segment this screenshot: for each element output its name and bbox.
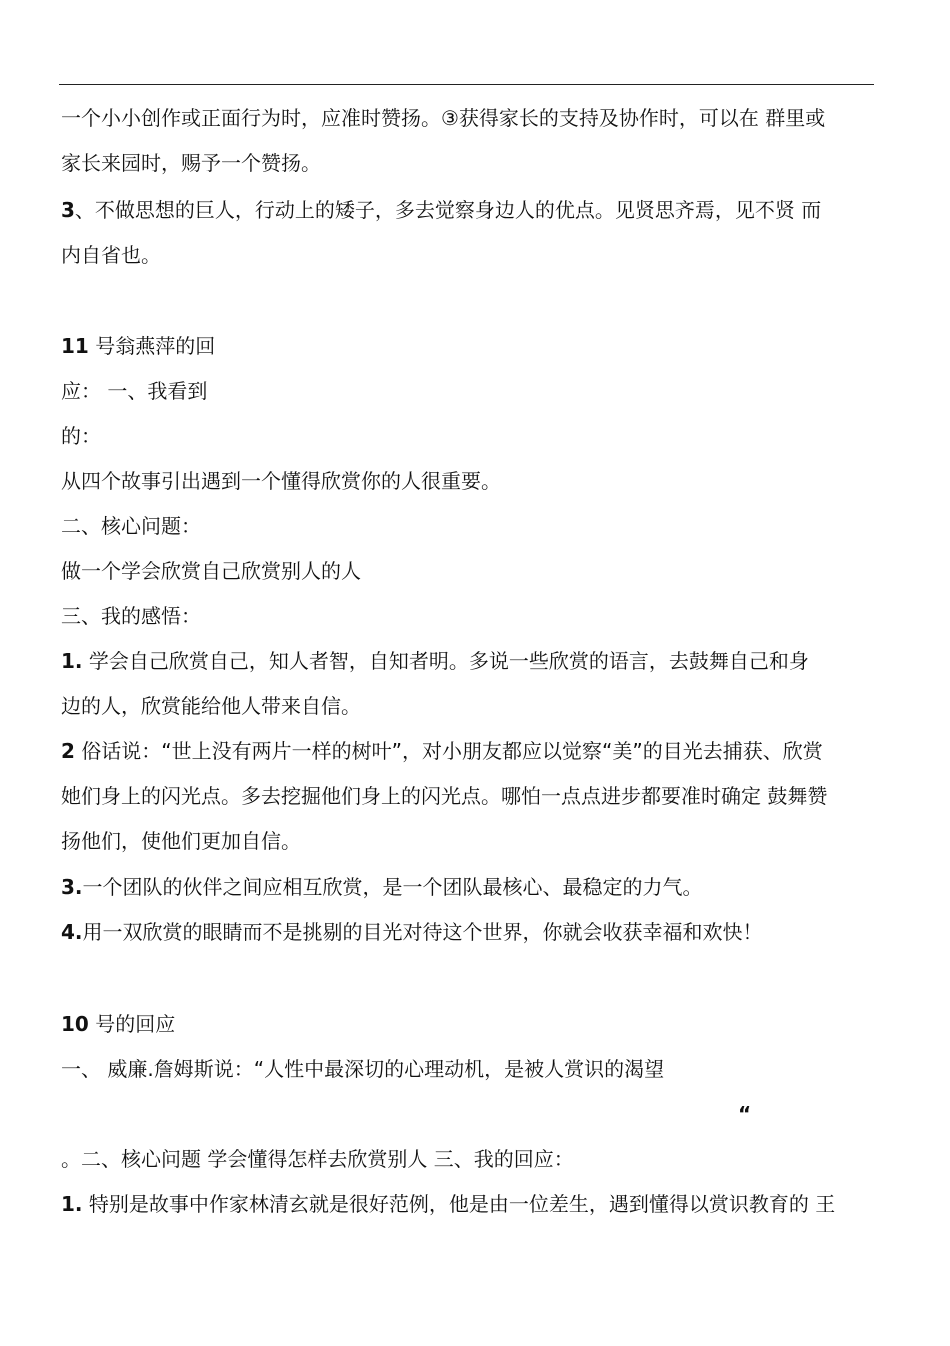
text-line xyxy=(61,197,821,223)
item-number: 3 xyxy=(61,198,75,222)
text-line xyxy=(61,874,703,900)
text-line xyxy=(61,738,823,764)
text-line: 一个小小创作或正面行为时，应准时赞扬。③获得家长的支持及协作时，可以在 群里或 xyxy=(61,106,826,130)
item-number: 3. xyxy=(61,875,83,899)
section-heading xyxy=(61,1011,175,1037)
closing-quote-mark: “ xyxy=(738,1102,752,1126)
item-text: 学会自己欣赏自己，知人者智，自知者明。多说一些欣赏的语言，去鼓舞自己和身 xyxy=(82,649,809,673)
text-line: 二、核心问题： xyxy=(61,514,201,538)
text-line: 三、我的感悟： xyxy=(61,604,201,628)
text-line: 家长来园时，赐予一个赞扬。 xyxy=(61,151,321,175)
text-line: 。二、核心问题 学会懂得怎样去欣赏别人 三、我的回应： xyxy=(61,1147,574,1171)
text-line xyxy=(61,1191,835,1217)
item-text: 俗话说：“世上没有两片一样的树叶”，对小朋友都应以觉察“美”的目光去捕获、欣赏 xyxy=(74,739,823,763)
item-text: 特别是故事中作家林清玄就是很好范例，他是由一位差生，遇到懂得以赏识教育的 王 xyxy=(82,1192,836,1216)
text-line: 做一个学会欣赏自己欣赏别人的人 xyxy=(61,559,361,583)
text-line: 从四个故事引出遇到一个懂得欣赏你的人很重要。 xyxy=(61,469,501,493)
text-line: 内自省也。 xyxy=(61,243,161,267)
item-number: 11 xyxy=(61,334,89,358)
item-number: 10 xyxy=(61,1012,89,1036)
section-heading xyxy=(61,333,215,359)
item-number: 2 xyxy=(61,739,75,763)
item-text: 号翁燕萍的回 xyxy=(88,334,216,358)
item-text: 用一双欣赏的眼睛而不是挑剔的目光对待这个世界，你就会收获幸福和欢快！ xyxy=(82,920,763,944)
item-text: 号的回应 xyxy=(88,1012,176,1036)
item-text: 、不做思想的巨人，行动上的矮子，多去觉察身边人的优点。见贤思齐焉，见不贤 而 xyxy=(74,198,822,222)
item-text: 一个团队的伙伴之间应相互欣赏，是一个团队最核心、最稳定的力气。 xyxy=(82,875,703,899)
text-line: 一、 威廉.詹姆斯说：“人性中最深切的心理动机，是被人赏识的渴望 xyxy=(61,1057,665,1081)
text-line xyxy=(61,648,809,674)
top-divider xyxy=(59,84,874,85)
item-number: 1. xyxy=(61,1192,83,1216)
text-line xyxy=(61,919,763,945)
item-number: 1. xyxy=(61,649,83,673)
text-line: 的： xyxy=(61,424,101,448)
text-line: 她们身上的闪光点。多去挖掘他们身上的闪光点。哪怕一点点进步都要准时确定 鼓舞赞 xyxy=(61,784,828,808)
text-line: 扬他们，使他们更加自信。 xyxy=(61,829,301,853)
text-line: 应： 一、我看到 xyxy=(61,379,208,403)
item-number: 4. xyxy=(61,920,83,944)
text-line: 边的人，欣赏能给他人带来自信。 xyxy=(61,694,361,718)
